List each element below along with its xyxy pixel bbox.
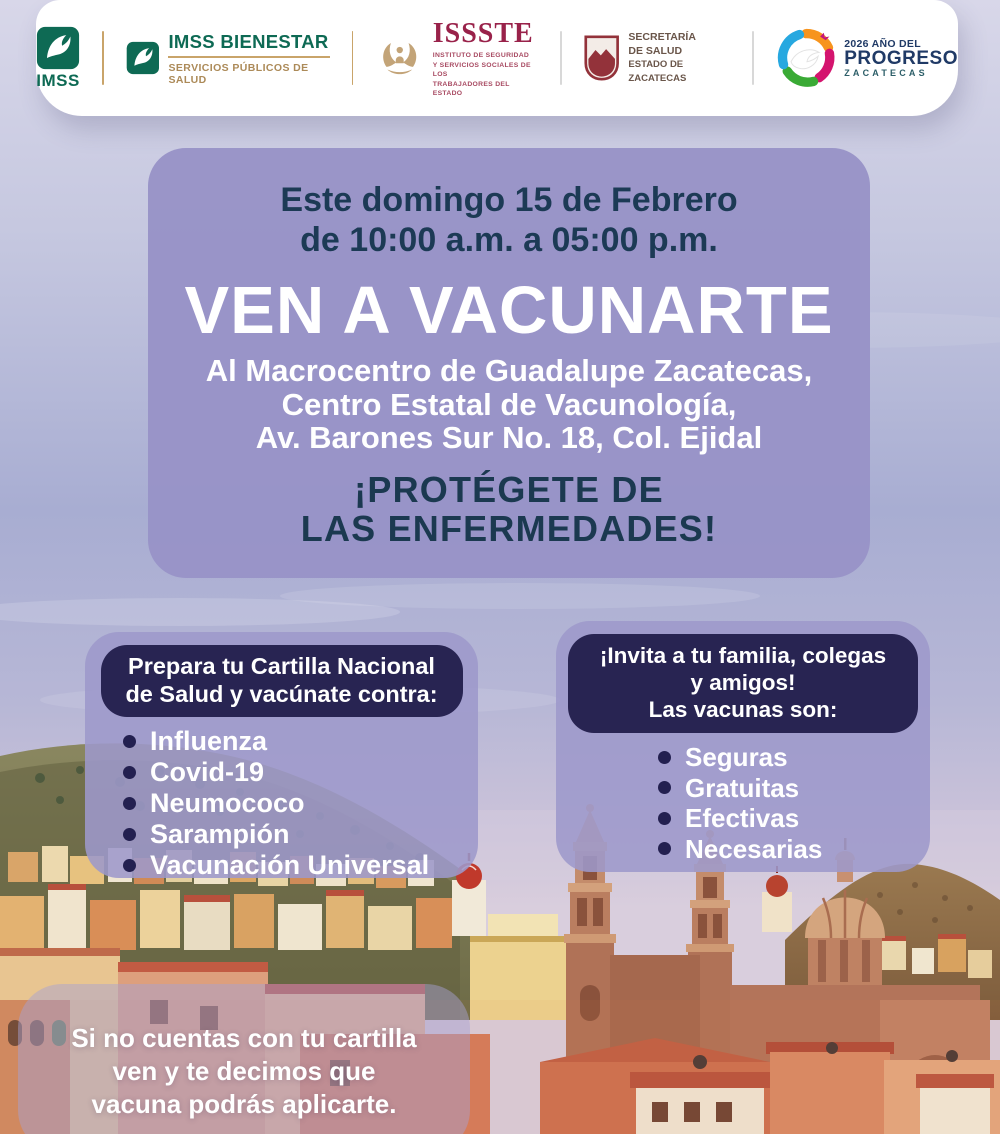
bullet-dot-icon: [658, 812, 671, 825]
imss-eagle-icon: [126, 39, 160, 77]
list-item: [658, 742, 930, 773]
list-item: [123, 819, 478, 850]
bienestar-subtitle: SERVICIOS PÚBLICOS DE SALUD: [168, 61, 309, 86]
logo-divider: [102, 31, 104, 85]
invite-header-line: ¡Invita a tu familia, colegas: [599, 643, 887, 668]
list-item-label: Influenza: [150, 726, 268, 756]
invite-header-line: y amigos!: [690, 670, 796, 695]
list-item-label: Efectivas: [685, 803, 800, 833]
invite-header-line: Las vacunas son:: [648, 697, 838, 722]
secretaria-line: DE SALUD: [628, 44, 683, 57]
list-item: [123, 788, 478, 819]
invite-panel: [556, 621, 930, 872]
main-banner: [148, 148, 870, 578]
secretaria-line: ESTADO DE ZACATECAS: [628, 59, 687, 84]
issste-title: ISSSTE: [432, 17, 534, 49]
address-line: Centro Estatal de Vacunología,: [281, 386, 737, 422]
bullet-dot-icon: [658, 781, 671, 794]
event-date-line: Este domingo 15 de Febrero: [280, 181, 738, 219]
issste-logo: [375, 18, 538, 99]
footer-note: [18, 984, 470, 1134]
list-item-label: Neumococo: [150, 788, 305, 818]
bullet-dot-icon: [123, 828, 136, 841]
footer-note-line: vacuna podrás aplicarte.: [91, 1089, 397, 1119]
list-item-label: Necesarias: [685, 833, 823, 864]
protect-heading-line: ¡PROTÉGETE DE: [354, 468, 664, 510]
gold-rule: [168, 56, 329, 58]
imss-bienestar-logo: [126, 31, 330, 86]
issste-subtitle-line: TRABAJADORES DEL ESTADO: [432, 81, 510, 97]
progreso-2026-logo: [776, 28, 958, 88]
list-item-label: Vacunación Universal: [150, 850, 430, 880]
issste-hands-icon: [375, 31, 424, 85]
imss-logo: [36, 26, 80, 91]
secretaria-line: SECRETARÍA: [628, 31, 696, 43]
list-item-label: Seguras: [685, 742, 788, 772]
vaccines-panel-header: [101, 645, 463, 717]
list-item: [658, 803, 930, 834]
bullet-dot-icon: [123, 735, 136, 748]
footer-note-line: ven y te decimos que: [112, 1056, 376, 1086]
event-time-line: de 10:00 a.m. a 05:00 p.m.: [300, 221, 718, 259]
headline: VEN A VACUNARTE: [184, 273, 834, 348]
list-item: [123, 757, 478, 788]
vaccines-panel: [85, 632, 478, 878]
vaccine-list: [85, 726, 478, 881]
list-item-label: Gratuitas: [685, 772, 800, 803]
logo-divider: [352, 31, 354, 85]
salud-shield-icon: [584, 31, 619, 85]
logo-divider: [752, 31, 754, 85]
list-item: [658, 773, 930, 804]
bullet-dot-icon: [658, 842, 671, 855]
invite-panel-header: [568, 634, 918, 733]
progreso-line: ZACATECAS: [844, 68, 928, 78]
list-item: [123, 726, 478, 757]
list-item-label: Covid-19: [150, 757, 265, 787]
progreso-line: 2026 AÑO DEL: [844, 38, 921, 50]
protect-heading-line: LAS ENFERMEDADES!: [300, 507, 718, 549]
imss-wordmark: IMSS: [36, 70, 80, 90]
bullet-dot-icon: [123, 859, 136, 872]
footer-note-line: Si no cuentas con tu cartilla: [71, 1023, 417, 1053]
secretaria-salud-logo: [584, 31, 730, 85]
list-item: [123, 850, 478, 881]
list-item: [658, 834, 930, 865]
progreso-circle-icon: [776, 28, 836, 88]
address-line: Av. Barones Sur No. 18, Col. Ejidal: [255, 420, 763, 455]
vaccines-header-line: Prepara tu Cartilla Nacional: [128, 653, 435, 679]
logo-bar: [36, 0, 958, 116]
progreso-line: PROGRESO: [844, 48, 958, 69]
bullet-dot-icon: [123, 766, 136, 779]
address-line: Al Macrocentro de Guadalupe Zacatecas,: [205, 353, 813, 388]
bullet-dot-icon: [658, 751, 671, 764]
imss-eagle-icon: [36, 26, 80, 70]
issste-subtitle-line: INSTITUTO DE SEGURIDAD: [432, 51, 530, 59]
list-item-label: Sarampión: [150, 819, 290, 849]
issste-subtitle-line: Y SERVICIOS SOCIALES DE LOS: [432, 62, 531, 78]
vaccine-qualities-list: [556, 742, 930, 864]
bienestar-title: IMSS BIENESTAR: [168, 30, 329, 52]
vaccines-header-line: de Salud y vacúnate contra:: [125, 681, 438, 707]
logo-divider: [560, 31, 562, 85]
bullet-dot-icon: [123, 797, 136, 810]
